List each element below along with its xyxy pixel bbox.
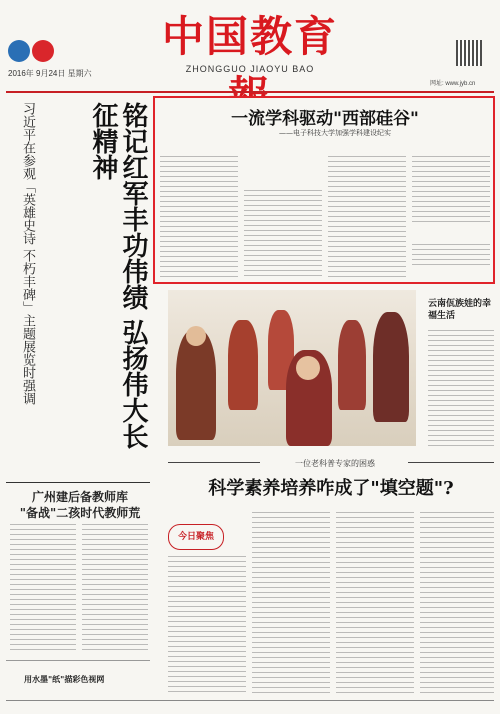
masthead-pinyin: ZHONGGUO JIAOYU BAO (185, 64, 315, 74)
footer (6, 700, 494, 710)
lower-story-kicker: 一位老科普专家的困惑 (295, 459, 375, 468)
lead-story-headline: 铭记红军丰功伟绩 弘扬伟大长征精神 (88, 102, 148, 450)
left-story-body (10, 524, 76, 654)
issue-date: 2016年 9月24日 星期六 (8, 69, 92, 78)
masthead-divider (6, 91, 494, 93)
divider (6, 482, 150, 483)
left-story-headline-2[interactable]: "备战"二孩时代教师荒 (19, 506, 141, 520)
masthead (0, 0, 500, 94)
left-story-body (82, 524, 148, 654)
lead-story-subtitle: 习近平在参观「英雄史诗 不朽丰碑」主题展览时强调 (20, 102, 35, 406)
left-bottom-headline[interactable]: 用水墨"纸"描彩色视网 (24, 674, 105, 684)
lead-story[interactable] (6, 102, 150, 474)
highlighted-article-subtitle: ——电子科技大学加强学科建设纪实 (279, 129, 391, 137)
lower-story-title[interactable]: 科学素养培养咋成了"填空题"? (208, 478, 454, 499)
highlighted-article-body (244, 190, 322, 278)
masthead-title: 中国教育 (161, 12, 338, 61)
website: 网址: www.jyb.cn (430, 81, 476, 87)
photo-story-title[interactable]: 云南佤族娃的幸福生活 (428, 299, 492, 321)
highlighted-article-body (412, 156, 490, 226)
left-story-headline-1[interactable]: 广州建后备教师库 (31, 490, 128, 504)
newspaper-logo-icon (8, 38, 64, 62)
highlighted-article-body (160, 156, 238, 278)
lower-story-body (252, 512, 330, 694)
divider (408, 462, 494, 463)
today-focus-badge: 今日聚焦 (168, 524, 224, 550)
divider (168, 462, 260, 463)
highlighted-article-body (412, 244, 490, 268)
highlighted-article-title[interactable]: 一流学科驱动"西部硅谷" (231, 109, 419, 129)
highlighted-article-body (328, 156, 406, 278)
children-dancing-photo (168, 290, 416, 446)
qr-code-icon (456, 40, 482, 66)
lower-story-body (168, 556, 246, 694)
photo-story-body (428, 330, 494, 446)
lower-story-body (336, 512, 414, 694)
lower-story-body (420, 512, 494, 694)
